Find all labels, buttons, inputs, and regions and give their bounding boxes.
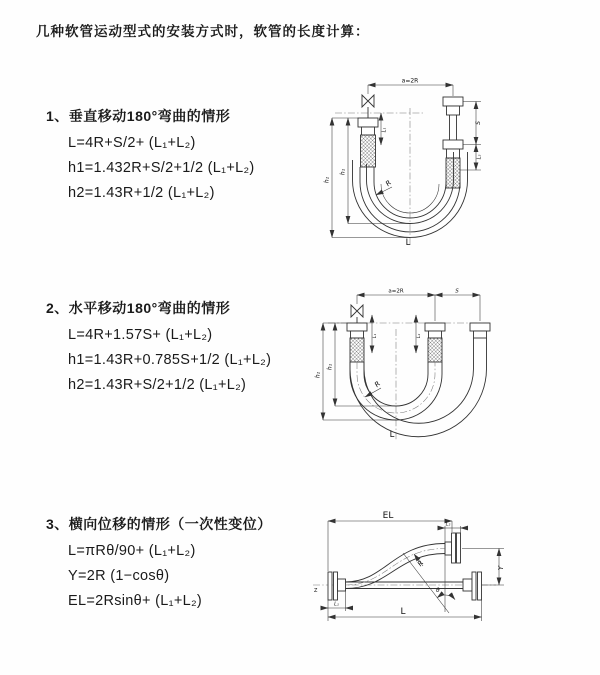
dim-s bbox=[435, 289, 480, 322]
label-h1: h₁ bbox=[326, 363, 334, 371]
hose-u-curves bbox=[350, 338, 487, 437]
displaced-flange bbox=[445, 533, 461, 563]
label-y: Y bbox=[497, 565, 505, 571]
dim-l2 bbox=[438, 522, 467, 534]
valve-icon bbox=[351, 305, 363, 323]
label-l: L bbox=[400, 607, 406, 617]
label-h1: h₁ bbox=[339, 168, 347, 176]
label-h2: h₂ bbox=[314, 371, 322, 379]
label-l2: L₂ bbox=[476, 154, 483, 160]
label-l1: L₁ bbox=[381, 127, 388, 133]
label-h2: h₂ bbox=[323, 176, 331, 184]
formula-h2: h2=1.43R+S/2+1/2 (L₁+L₂) bbox=[68, 377, 247, 393]
diagram-vertical-180-bend bbox=[315, 72, 585, 257]
label-s: S bbox=[455, 288, 459, 295]
label-l1: L₁ bbox=[373, 333, 378, 339]
label-r: R bbox=[416, 558, 426, 568]
label-a-2r: a=2R bbox=[401, 77, 419, 85]
dim-l2 bbox=[416, 315, 422, 353]
formula-Y: Y=2R (1−cosθ) bbox=[68, 568, 170, 584]
left-pipe-flange bbox=[347, 323, 367, 362]
formula-EL: EL=2Rsinθ+ (L₁+L₂) bbox=[68, 593, 203, 609]
section-1-heading: 1、垂直移动180°弯曲的情形 bbox=[46, 108, 231, 124]
left-pipe-flange bbox=[358, 118, 378, 167]
right-pipe-flange bbox=[443, 97, 463, 188]
label-theta: θ bbox=[436, 587, 440, 594]
angle-construction bbox=[403, 526, 455, 613]
dim-l2 bbox=[476, 145, 483, 171]
formula-L: L=4R+1.57S+ (L₁+L₂) bbox=[68, 327, 213, 343]
section-2-heading: 2、水平移动180°弯曲的情形 bbox=[46, 300, 231, 316]
label-l2: L₂ bbox=[445, 521, 451, 528]
dim-l-total bbox=[328, 600, 482, 621]
section-horizontal-180 bbox=[46, 298, 326, 402]
formula-h1: h1=1.432R+S/2+1/2 (L₁+L₂) bbox=[68, 160, 255, 176]
dim-el bbox=[328, 511, 452, 571]
right-pipe-flange bbox=[470, 323, 490, 338]
label-l1: L₁ bbox=[334, 601, 339, 608]
diagram-horizontal-180-bend bbox=[308, 285, 593, 455]
left-flange bbox=[328, 572, 346, 600]
middle-pipe-flange bbox=[425, 323, 445, 362]
label-el: EL bbox=[382, 511, 394, 521]
dim-l1 bbox=[372, 315, 378, 353]
formula-h2: h2=1.43R+1/2 (L₁+L₂) bbox=[68, 185, 215, 201]
valve-icon bbox=[362, 95, 374, 118]
label-l-total: L bbox=[405, 238, 411, 248]
label-r: R bbox=[373, 379, 383, 389]
formula-L: L=πRθ/90+ (L₁+L₂) bbox=[68, 543, 196, 559]
section-vertical-180 bbox=[46, 106, 326, 210]
radius-leader bbox=[376, 179, 393, 195]
diagram-lateral-displacement bbox=[300, 505, 600, 650]
section-3-heading: 3、横向位移的情形（一次性变位） bbox=[46, 516, 272, 532]
label-a-2r: a=2R bbox=[388, 288, 404, 295]
section-lateral-displacement bbox=[46, 514, 326, 618]
label-s: S bbox=[475, 121, 482, 125]
dim-a-2r bbox=[368, 78, 453, 97]
dim-a-2r bbox=[357, 289, 435, 322]
label-z-axis: Z bbox=[314, 588, 318, 594]
dim-l1 bbox=[381, 113, 388, 145]
label-r: R bbox=[384, 178, 394, 188]
formula-L: L=4R+S/2+ (L₁+L₂) bbox=[68, 135, 196, 151]
right-flange-straight bbox=[463, 572, 482, 600]
page-title: 几种软管运动型式的安装方式时，软管的长度计算： bbox=[36, 24, 370, 39]
label-l2: L₂ bbox=[417, 333, 422, 339]
label-l-total: L bbox=[389, 430, 395, 440]
formula-h1: h1=1.43R+0.785S+1/2 (L₁+L₂) bbox=[68, 352, 272, 368]
